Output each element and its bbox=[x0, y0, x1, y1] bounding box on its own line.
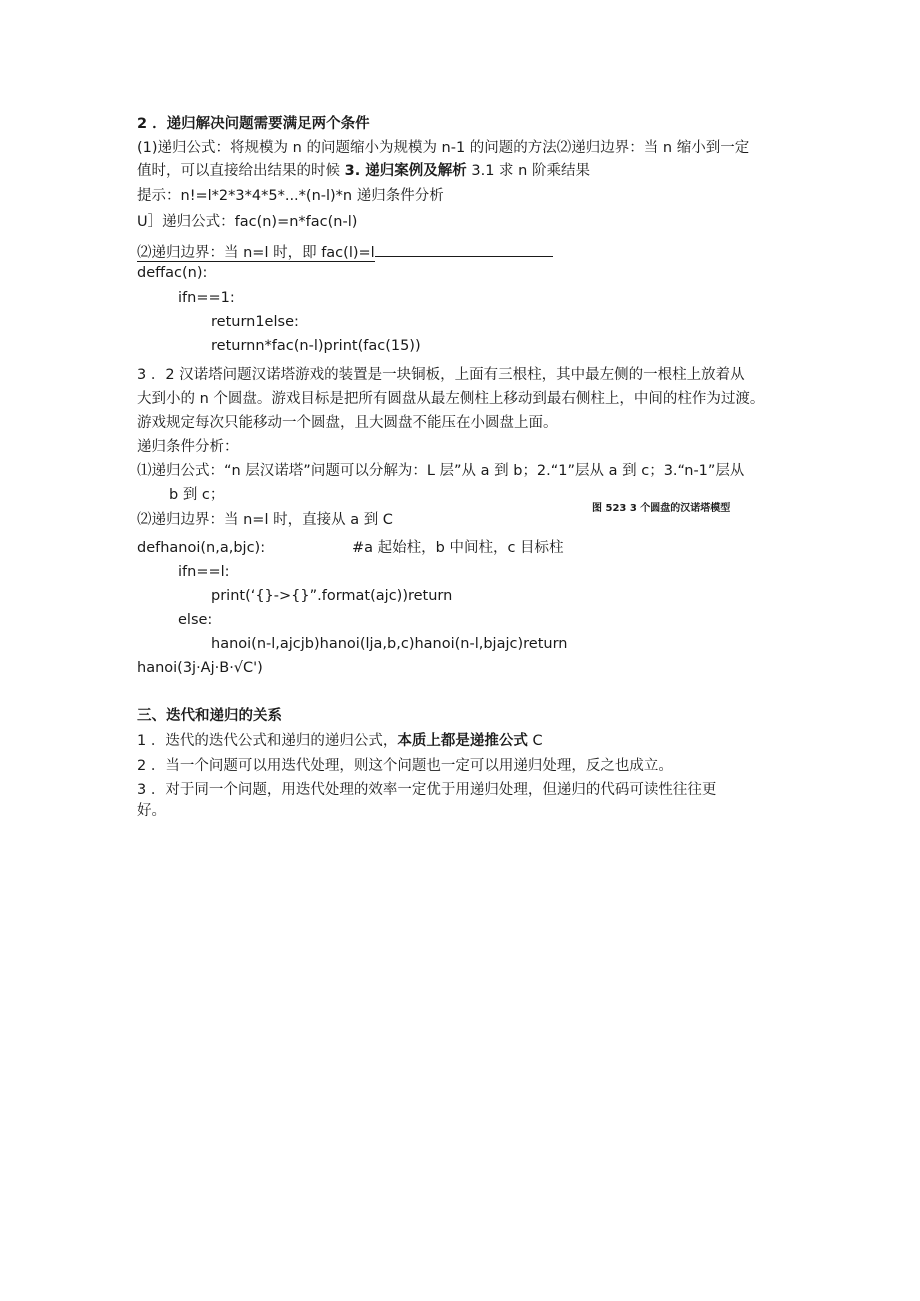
fac-formula-line: U］递归公式：fac(n)=n*fac(n-l) bbox=[137, 214, 358, 230]
code-line-return-fac: returnn*fac(n-l)print(fac(15)) bbox=[211, 338, 421, 354]
recursion-formula-line: (1)递归公式：将规模为 n 的问题缩小为规模为 n-1 的问题的方法⑵递归边界：当 n 缩小到一定 bbox=[137, 140, 750, 156]
hanoi-paragraph-line-3: 游戏规定每次只能移动一个圆盘，且大圆盘不能压在小圆盘上面。 bbox=[137, 415, 558, 431]
answer-blank bbox=[375, 242, 553, 257]
hint-line: 提示：n!=l*2*3*4*5*...*(n-l)*n 递归条件分析 bbox=[137, 188, 444, 204]
recursion-boundary-line bbox=[137, 161, 590, 181]
case-subheading: 3.1 求 n 阶乘结果 bbox=[466, 163, 590, 179]
figure-caption: 图 523 3 个圆盘的汉诺塔模型 bbox=[592, 503, 731, 514]
code-comment: #a 起始柱，b 中间柱，c 目标柱 bbox=[352, 540, 564, 556]
relation-item-3: 3 ．对于同一个问题，用迭代处理的效率一定优于用递归处理，但递归的代码可读性往往更 bbox=[137, 782, 717, 798]
relation-item-1-emphasis: 本质上都是递推公式 bbox=[397, 733, 528, 749]
case-heading: 3. 递归案例及解析 bbox=[344, 163, 467, 179]
hanoi-formula-line-1: ⑴递归公式：“n 层汉诺塔”问题可以分解为：L 层”从 a 到 b；2.“1”层从 a 到 c；3.“n-1”层从 bbox=[137, 463, 745, 479]
code-line-else: else: bbox=[178, 612, 213, 628]
code-line-if-hanoi: ifn==l: bbox=[178, 564, 230, 580]
relation-item-1-text: 1 ．迭代的迭代公式和递归的递归公式， bbox=[137, 733, 398, 749]
hanoi-boundary-line: ⑵递归边界：当 n=l 时，直接从 a 到 C bbox=[137, 512, 393, 528]
hanoi-formula-line-2: b 到 c； bbox=[169, 487, 225, 503]
code-line-def-hanoi: defhanoi(n,a,bjc): bbox=[137, 540, 266, 556]
hanoi-analysis-label: 递归条件分析： bbox=[137, 439, 239, 455]
fac-boundary-text: ⑵递归边界：当 n=l 时，即 fac(l)=l bbox=[137, 245, 375, 261]
fac-boundary-line bbox=[137, 242, 553, 263]
code-line-def-fac: deffac(n): bbox=[137, 265, 208, 281]
section-heading-conditions: 2 ．递归解决问题需要满足两个条件 bbox=[137, 116, 370, 132]
hanoi-paragraph-line-2: 大到小的 n 个圆盘。游戏目标是把所有圆盘从最左侧柱上移动到最右侧柱上，中间的柱作为过渡。 bbox=[137, 391, 765, 407]
code-line-hanoi-invoke: hanoi(3j·Aj·B·√C') bbox=[137, 660, 263, 676]
relation-item-1 bbox=[137, 731, 543, 751]
code-line-print: print(‘{}->{}”.format(ajc))return bbox=[211, 588, 453, 604]
code-line-return1: return1else: bbox=[211, 314, 299, 330]
hanoi-paragraph-line-1: 3 ．2 汉诺塔问题汉诺塔游戏的装置是一块铜板，上面有三根柱，其中最左侧的一根柱上放着从 bbox=[137, 367, 745, 383]
relation-item-2: 2 ．当一个问题可以用迭代处理，则这个问题也一定可以用递归处理，反之也成立。 bbox=[137, 758, 673, 774]
code-line-if: ifn==1: bbox=[178, 290, 235, 306]
relation-item-3-continued: 好。 bbox=[137, 803, 166, 819]
boundary-text: 值时，可以直接给出结果的时候 bbox=[137, 163, 345, 179]
relation-item-1-suffix: C bbox=[527, 733, 543, 749]
section-heading-relation: 三、迭代和递归的关系 bbox=[137, 708, 282, 724]
code-line-hanoi-calls: hanoi(n-l,ajcjb)hanoi(lja,b,c)hanoi(n-l,bjajc)return bbox=[211, 636, 568, 652]
